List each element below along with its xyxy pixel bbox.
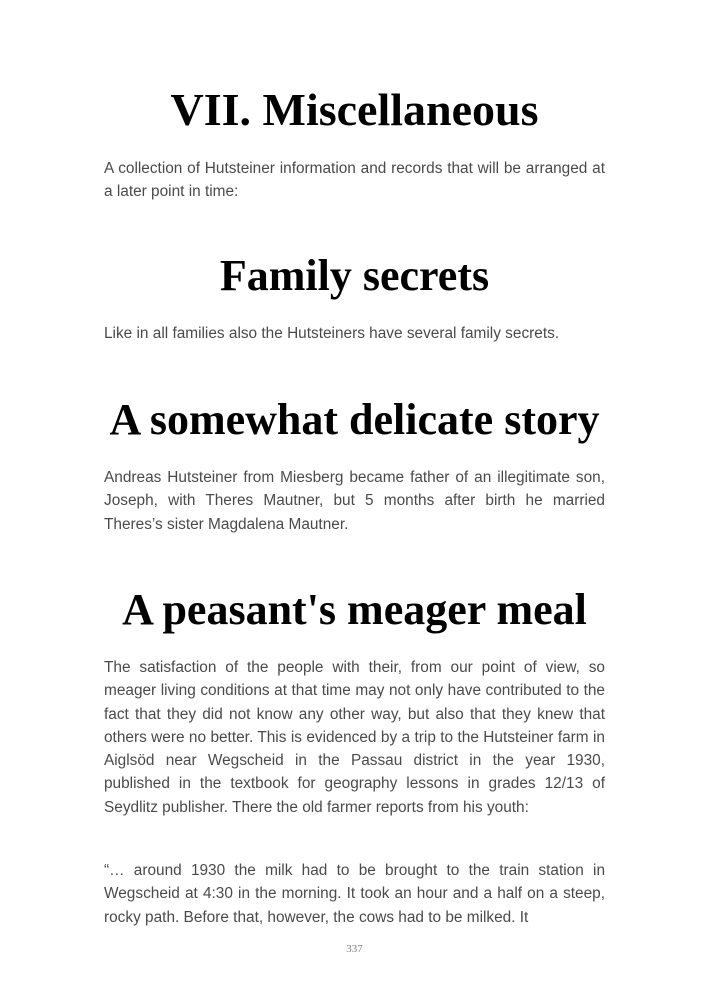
- meager-meal-quote-paragraph: “… around 1930 the milk had to be brought to the train station in Wegscheid at 4:30 in the morning. It took an hour and a half on a steep, rocky path. Before that, however, the cows had to be milked. It: [104, 862, 605, 926]
- meager-meal-heading: A peasant's meager meal: [122, 585, 587, 634]
- page-number: 337: [346, 943, 363, 955]
- delicate-story-heading: A somewhat delicate story: [109, 395, 600, 444]
- meager-meal-paragraph: The satisfaction of the people with their, from our point of view, so meager living conditions at that time may not only have contributed to the fact that they did not know any other way, but also that they knew that others were no better. This is evidenced by a trip to the Hutsteiner farm in Aiglsöd near Wegscheid in the Passau district in the year 1930, published in the textbook for geography lessons in grades 12/13 of Seydlitz publisher. There the old farmer reports from his youth:: [104, 659, 605, 816]
- chapter-heading: VII. Miscellaneous: [170, 84, 539, 135]
- family-secrets-heading: Family secrets: [219, 251, 490, 300]
- delicate-story-paragraph: Andreas Hutsteiner from Miesberg became father of an illegitimate son, Joseph, with Theres Mautner, but 5 months after birth he married Theres’s sister Magdalena Mautner.: [104, 469, 605, 533]
- family-secrets-paragraph: Like in all families also the Hutsteiners have several family secrets.: [104, 325, 560, 342]
- chapter-intro-paragraph: A collection of Hutsteiner information and records that will be arranged at a later point in time:: [104, 160, 605, 201]
